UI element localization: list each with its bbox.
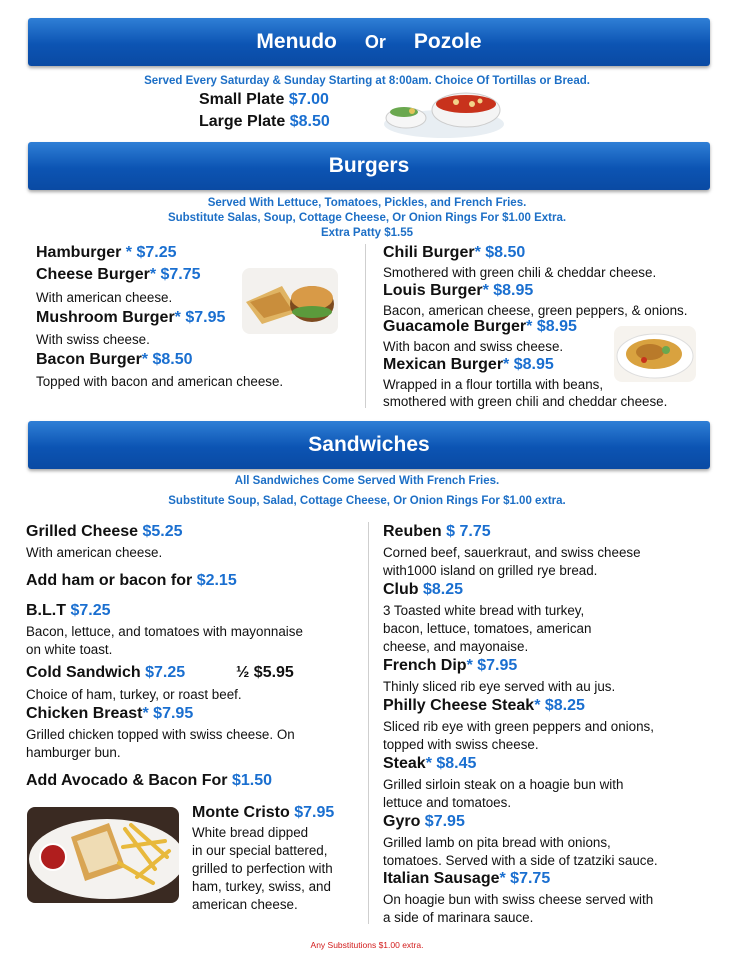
- italian-sausage-desc: On hoagie bun with swiss cheese served with: [383, 892, 654, 907]
- mexican-burger-photo: [614, 326, 696, 382]
- sandwiches-note-1: All Sandwiches Come Served With French Fries.: [234, 475, 500, 487]
- monte-cristo-photo: [27, 807, 179, 903]
- large-plate-item: [199, 113, 330, 131]
- steak-item: [383, 755, 476, 773]
- sandwiches-note-2: Substitute Soup, Salad, Cottage Cheese, Or Onion Rings For $1.00 extra.: [168, 495, 566, 507]
- blt-item: [26, 602, 111, 620]
- reuben-desc: Corned beef, sauerkraut, and swiss cheese: [383, 545, 641, 560]
- item-price: * $8.25: [534, 697, 585, 714]
- item-name: Club: [383, 581, 419, 598]
- item-name: Bacon Burger: [36, 351, 142, 368]
- burger-photo: [242, 268, 338, 334]
- chicken-breast-desc: Grilled chicken topped with swiss cheese. On: [26, 727, 295, 742]
- louis-burger-item: [383, 282, 533, 300]
- chicken-breast-desc-2: hamburger bun.: [26, 745, 121, 760]
- item-name: Chicken Breast: [26, 705, 143, 722]
- chili-burger-desc: Smothered with green chili & cheddar cheese.: [383, 265, 657, 280]
- item-name: Grilled Cheese: [26, 523, 139, 540]
- chicken-breast-item: [26, 705, 193, 723]
- item-price: $7.95: [424, 813, 465, 830]
- item-name: French Dip: [383, 657, 467, 674]
- mushroom-burger-desc: With swiss cheese.: [36, 332, 150, 347]
- mushroom-burger-item: [36, 309, 225, 327]
- item-price: $2.15: [196, 572, 237, 589]
- item-price: $7.95: [294, 804, 335, 821]
- add-avocado-item: [26, 772, 272, 790]
- guacamole-burger-item: [383, 318, 577, 336]
- menudo-title: Menudo: [256, 30, 337, 53]
- item-price: $7.25: [145, 664, 186, 681]
- gyro-desc-2: tomatoes. Served with a side of tzatziki sauce.: [383, 853, 658, 868]
- item-price: $8.25: [423, 581, 464, 598]
- philly-desc: Sliced rib eye with green peppers and onions,: [383, 719, 654, 734]
- pozole-title: Pozole: [413, 30, 482, 53]
- item-name: Mexican Burger: [383, 356, 504, 373]
- french-dip-desc: Thinly sliced rib eye served with au jus.: [383, 679, 616, 694]
- cheese-burger-item: [36, 266, 201, 284]
- cold-sandwich-half: ½ $5.95: [236, 664, 294, 681]
- item-name: Monte Cristo: [192, 804, 290, 821]
- sandwiches-banner: [28, 421, 710, 469]
- item-name: Cheese Burger: [36, 266, 150, 283]
- mexican-burger-item: [383, 356, 554, 374]
- large-plate-label: Large Plate: [199, 113, 286, 130]
- item-price: $5.25: [142, 523, 183, 540]
- french-dip-item: [383, 657, 517, 675]
- bacon-burger-item: [36, 351, 193, 369]
- blt-desc: Bacon, lettuce, and tomatoes with mayonnaise: [26, 624, 303, 639]
- club-desc-1: 3 Toasted white bread with turkey,: [383, 603, 585, 618]
- steak-desc-2: lettuce and tomatoes.: [383, 795, 512, 810]
- burgers-note-2: Substitute Salas, Soup, Cottage Cheese, Or Onion Rings For $1.00 Extra.: [167, 212, 567, 224]
- item-name: Italian Sausage: [383, 870, 500, 887]
- monte-cristo-desc-5: american cheese.: [192, 897, 298, 912]
- item-name: Steak: [383, 755, 426, 772]
- menudo-bowls-photo: [376, 84, 506, 140]
- grilled-cheese-desc: With american cheese.: [26, 545, 163, 560]
- burgers-divider: [365, 244, 366, 408]
- club-desc-2: bacon, lettuce, tomatoes, american: [383, 621, 592, 636]
- item-price: * $7.95: [466, 657, 518, 674]
- item-price: * $7.95: [142, 705, 194, 722]
- monte-cristo-desc-2: in our special battered,: [192, 843, 328, 858]
- item-name: Philly Cheese Steak: [383, 697, 535, 714]
- italian-sausage-item: [383, 870, 550, 888]
- monte-cristo-desc-3: grilled to perfection with: [192, 861, 333, 876]
- item-name: Gyro: [383, 813, 421, 830]
- philly-desc-2: topped with swiss cheese.: [383, 737, 539, 752]
- monte-cristo-item: [192, 804, 334, 822]
- item-price: * $8.50: [474, 244, 526, 261]
- item-price: * $8.50: [141, 351, 193, 368]
- hamburger-item: [36, 244, 177, 262]
- mexican-burger-desc-2: smothered with green chili and cheddar cheese.: [383, 394, 668, 409]
- grilled-cheese-item: [26, 523, 183, 541]
- menudo-note: Served Every Saturday & Sunday Starting at 8:00am. Choice Of Tortillas or Bread.: [144, 75, 590, 87]
- menudo-or: Or: [364, 31, 386, 52]
- monte-cristo-desc-4: ham, turkey, swiss, and: [192, 879, 331, 894]
- item-price: $1.50: [231, 772, 272, 789]
- louis-burger-desc: Bacon, american cheese, green peppers, & onions.: [383, 303, 688, 318]
- italian-sausage-desc-2: a side of marinara sauce.: [383, 910, 534, 925]
- item-price: * $8.95: [503, 356, 554, 373]
- item-price: * $7.25: [121, 244, 177, 261]
- item-price: * $8.95: [482, 282, 534, 299]
- add-ham-item: [26, 572, 237, 590]
- small-plate-label: Small Plate: [199, 91, 285, 108]
- chili-burger-item: [383, 244, 525, 262]
- mexican-burger-desc: Wrapped in a flour tortilla with beans,: [383, 377, 604, 392]
- burgers-note-3: Extra Patty $1.55: [320, 227, 414, 239]
- blt-desc-2: on white toast.: [26, 642, 113, 657]
- item-price: * $7.75: [499, 870, 551, 887]
- small-plate-item: [199, 91, 329, 109]
- reuben-item: [383, 523, 491, 541]
- item-price: $7.25: [70, 602, 111, 619]
- guacamole-burger-desc: With bacon and swiss cheese.: [383, 339, 564, 354]
- gyro-item: [383, 813, 465, 831]
- item-name: Reuben: [383, 523, 442, 540]
- gyro-desc: Grilled lamb on pita bread with onions,: [383, 835, 611, 850]
- item-price: $ 7.75: [446, 523, 491, 540]
- reuben-desc-2: with1000 island on grilled rye bread.: [383, 563, 598, 578]
- large-plate-price: $8.50: [289, 113, 330, 130]
- item-name: Add Avocado & Bacon For: [26, 772, 228, 789]
- cold-sandwich-item: [26, 664, 185, 682]
- bacon-burger-desc: Topped with bacon and american cheese.: [36, 374, 284, 389]
- item-price: * $7.75: [149, 266, 201, 283]
- item-name: Add ham or bacon for: [26, 572, 193, 589]
- philly-item: [383, 697, 585, 715]
- steak-desc: Grilled sirloin steak on a hoagie bun with: [383, 777, 624, 792]
- sandwiches-title: Sandwiches: [308, 433, 430, 456]
- item-name: Louis Burger: [383, 282, 483, 299]
- burgers-title: Burgers: [328, 154, 410, 177]
- item-name: Chili Burger: [383, 244, 475, 261]
- item-price: * $8.95: [526, 318, 577, 335]
- sandwiches-divider: [368, 522, 369, 924]
- item-name: B.L.T: [26, 602, 66, 619]
- small-plate-price: $7.00: [288, 91, 329, 108]
- item-name: Cold Sandwich: [26, 664, 141, 681]
- burgers-note-1: Served With Lettuce, Tomatoes, Pickles, and French Fries.: [207, 197, 527, 209]
- menudo-banner: [28, 18, 710, 66]
- item-price: * $8.45: [425, 755, 477, 772]
- cheese-burger-desc: With american cheese.: [36, 290, 173, 305]
- item-name: Hamburger: [36, 244, 122, 261]
- burgers-banner: [28, 142, 710, 190]
- club-item: [383, 581, 463, 599]
- item-name: Mushroom Burger: [36, 309, 175, 326]
- item-name: Guacamole Burger: [383, 318, 527, 335]
- cold-sandwich-desc: Choice of ham, turkey, or roast beef.: [26, 687, 242, 702]
- club-desc-3: cheese, and mayonaise.: [383, 639, 529, 654]
- substitutions-footer: Any Substitutions $1.00 extra.: [310, 940, 424, 950]
- monte-cristo-desc-1: White bread dipped: [192, 825, 309, 840]
- item-price: * $7.95: [174, 309, 226, 326]
